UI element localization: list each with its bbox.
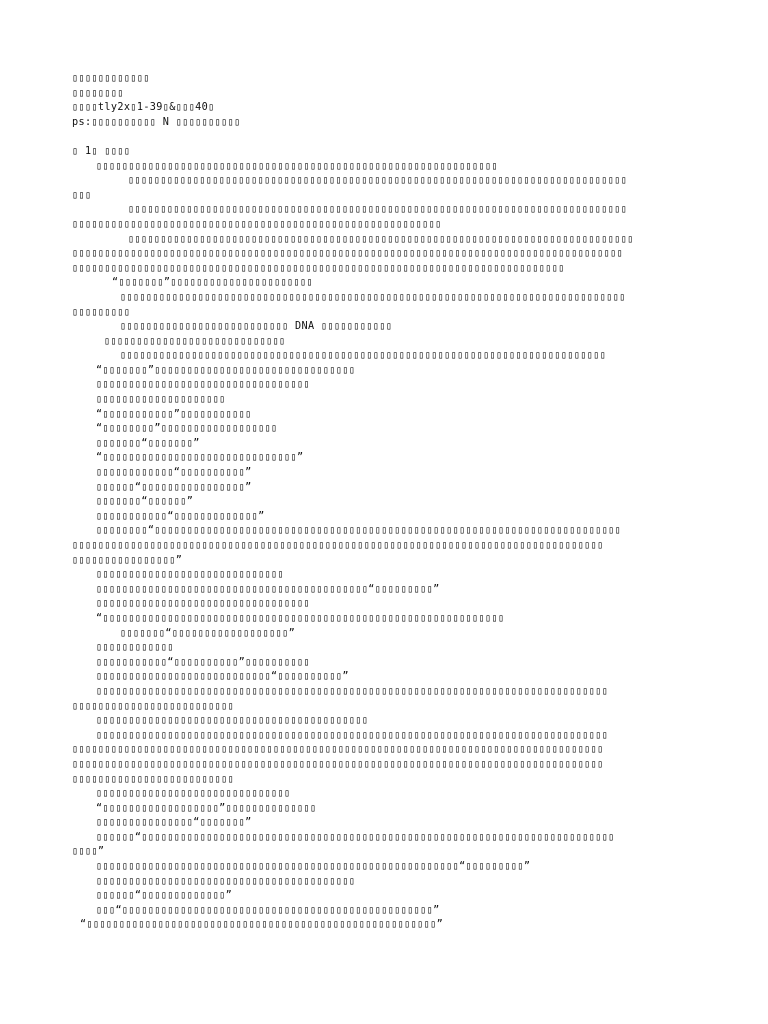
text-line: ▯▯▯▯tly2x▯1-39▯&▯▯▯40▯: [72, 102, 215, 114]
text-line: ps:▯▯▯▯▯▯▯▯▯▯ N ▯▯▯▯▯▯▯▯▯▯: [72, 116, 241, 128]
text-line: ▯▯▯▯▯▯▯▯▯▯▯▯▯▯▯▯▯▯▯▯▯▯▯▯▯▯▯▯▯▯▯▯▯▯▯▯▯▯▯▯▯▯▯▯▯▯▯▯▯▯▯▯▯▯▯▯▯: [72, 218, 442, 230]
text-line: ▯▯▯▯▯▯▯▯▯▯▯▯▯▯▯▯▯▯▯▯▯▯▯▯▯▯▯▯▯▯▯▯▯▯▯▯▯▯▯▯▯▯▯▯▯▯▯▯▯▯▯▯▯▯▯▯▯▯▯▯▯▯▯▯▯▯▯▯▯▯▯▯▯▯▯: [120, 350, 607, 362]
text-line: ▯▯▯▯▯▯▯▯▯▯▯▯▯▯▯▯▯▯▯▯▯▯▯▯▯▯▯▯▯▯▯▯▯▯▯▯▯▯▯▯▯▯“▯▯▯▯▯▯▯▯▯”: [96, 583, 440, 595]
text-line: ▯▯▯▯▯▯▯▯▯▯▯▯▯▯▯▯▯▯▯▯▯▯▯▯▯▯▯▯▯▯▯▯▯: [96, 598, 310, 610]
text-line: ▯▯▯▯▯▯▯▯▯▯▯▯▯▯▯▯”: [72, 554, 183, 566]
text-line: ▯▯▯▯▯▯▯▯▯▯▯▯▯▯▯▯▯▯▯▯▯▯▯▯▯▯▯“▯▯▯▯▯▯▯▯▯▯”: [96, 671, 349, 683]
text-line: ▯▯▯▯▯▯▯▯▯▯▯▯▯▯▯▯▯▯▯▯▯▯▯▯▯▯▯▯▯▯▯▯▯▯▯▯▯▯▯▯▯▯▯▯▯▯▯▯▯▯▯▯▯▯▯▯▯▯▯▯▯▯▯▯▯▯▯▯▯▯▯▯▯▯▯▯▯: [128, 204, 628, 216]
text-line: ▯▯▯▯▯▯▯▯▯▯▯▯▯▯▯▯▯▯▯▯▯▯▯▯▯▯ DNA ▯▯▯▯▯▯▯▯▯▯▯: [120, 321, 393, 333]
text-line: ▯▯▯▯▯▯▯▯▯▯▯“▯▯▯▯▯▯▯▯▯▯▯▯▯”: [96, 510, 265, 522]
text-line: ▯ 1▯ ▯▯▯▯: [72, 145, 131, 157]
text-line: ▯▯▯▯▯▯▯▯▯▯▯▯▯▯▯▯▯▯▯▯▯▯▯▯▯▯▯▯▯▯▯▯▯▯▯▯▯▯▯▯▯▯▯▯▯▯▯▯▯▯▯▯▯▯▯▯▯▯▯▯▯▯▯▯▯▯▯▯▯▯▯▯▯▯▯▯▯▯▯: [96, 729, 609, 741]
text-line: ▯▯▯▯▯▯▯▯▯▯▯▯▯▯▯▯▯▯▯▯▯▯▯▯▯: [72, 773, 235, 785]
text-line: “▯▯▯▯▯▯▯”▯▯▯▯▯▯▯▯▯▯▯▯▯▯▯▯▯▯▯▯▯▯▯▯▯▯▯▯▯▯▯: [96, 364, 356, 376]
text-line: ▯▯▯▯▯▯▯▯▯▯▯▯▯▯▯▯▯▯▯▯▯▯▯▯▯▯▯▯▯▯▯▯▯▯▯▯▯▯▯▯▯▯▯▯▯▯▯▯▯▯▯▯▯▯▯▯▯▯▯▯▯▯▯▯▯▯▯▯▯▯▯▯▯▯▯▯▯▯: [120, 291, 626, 303]
text-line: ▯▯▯▯▯▯▯“▯▯▯▯▯▯”: [96, 496, 194, 508]
text-line: ▯▯▯▯▯▯▯▯▯▯▯▯▯▯▯“▯▯▯▯▯▯▯”: [96, 817, 252, 829]
text-line: ▯▯▯▯▯▯▯▯▯▯▯▯▯▯▯▯▯▯▯▯▯▯▯▯▯▯▯▯▯▯▯▯▯▯▯▯▯▯▯▯▯▯: [96, 715, 369, 727]
text-line: ▯▯▯▯▯▯“▯▯▯▯▯▯▯▯▯▯▯▯▯”: [96, 890, 233, 902]
document-page: [72, 72, 712, 933]
text-line: ▯▯▯▯▯▯“▯▯▯▯▯▯▯▯▯▯▯▯▯▯▯▯”: [96, 481, 252, 493]
text-line: ▯▯▯▯▯▯▯▯▯▯▯▯▯▯▯▯▯▯▯▯▯▯▯▯▯▯▯▯▯▯▯▯▯▯▯▯▯▯▯▯▯▯▯▯▯▯▯▯▯▯▯▯▯▯▯▯▯▯▯▯▯▯▯▯▯▯▯▯▯▯▯▯▯▯▯▯▯▯▯▯▯▯: [72, 540, 604, 551]
text-line: ▯▯▯▯▯▯▯▯▯▯▯▯▯▯▯▯▯▯▯▯▯▯▯▯▯▯▯▯▯▯▯▯▯▯▯▯▯▯▯▯▯▯▯▯▯▯▯▯▯▯▯▯▯▯▯▯▯▯▯▯▯▯▯▯▯▯▯▯▯▯▯▯▯▯▯▯▯: [128, 175, 628, 187]
text-line: ▯▯▯▯▯▯▯▯“▯▯▯▯▯▯▯▯▯▯▯▯▯▯▯▯▯▯▯▯▯▯▯▯▯▯▯▯▯▯▯▯▯▯▯▯▯▯▯▯▯▯▯▯▯▯▯▯▯▯▯▯▯▯▯▯▯▯▯▯▯▯▯▯▯▯▯▯▯▯▯▯: [96, 525, 622, 537]
text-line: ▯▯▯▯▯▯▯“▯▯▯▯▯▯▯▯▯▯▯▯▯▯▯▯▯▯”: [120, 627, 296, 639]
text-line: ▯▯▯▯▯▯▯▯▯▯▯▯▯▯▯▯▯▯▯▯▯▯▯▯▯▯▯▯▯▯▯▯▯▯▯▯▯▯▯▯▯▯▯▯▯▯▯▯▯▯▯▯▯▯▯▯▯▯▯▯▯▯▯▯▯▯▯▯▯▯▯▯▯▯▯▯▯▯▯: [96, 685, 609, 697]
text-line: ▯▯▯: [72, 189, 92, 201]
text-line: ▯▯▯▯▯▯▯▯▯▯▯▯▯▯▯▯▯▯▯▯▯▯▯▯▯: [72, 700, 235, 712]
text-line: “▯▯▯▯▯▯▯”▯▯▯▯▯▯▯▯▯▯▯▯▯▯▯▯▯▯▯▯▯▯: [112, 277, 313, 289]
text-line: “▯▯▯▯▯▯▯▯”▯▯▯▯▯▯▯▯▯▯▯▯▯▯▯▯▯▯: [96, 423, 278, 435]
text-line: ▯▯▯▯▯▯▯“▯▯▯▯▯▯▯”: [96, 437, 200, 449]
text-line: ▯▯▯▯▯▯▯▯▯: [72, 306, 131, 318]
text-line: “▯▯▯▯▯▯▯▯▯▯▯▯▯▯▯▯▯▯”▯▯▯▯▯▯▯▯▯▯▯▯▯▯: [96, 802, 317, 814]
text-line: ▯▯▯▯▯▯▯▯▯▯▯▯▯▯▯▯▯▯▯▯▯▯▯▯▯▯▯▯: [104, 335, 286, 347]
text-line: ▯▯▯▯▯▯▯▯▯▯▯▯: [96, 642, 174, 654]
text-line: ▯▯▯▯▯▯“▯▯▯▯▯▯▯▯▯▯▯▯▯▯▯▯▯▯▯▯▯▯▯▯▯▯▯▯▯▯▯▯▯▯▯▯▯▯▯▯▯▯▯▯▯▯▯▯▯▯▯▯▯▯▯▯▯▯▯▯▯▯▯▯▯▯▯▯▯▯▯▯▯: [96, 831, 615, 843]
text-line: ▯▯▯▯▯▯▯▯▯▯▯▯▯▯▯▯▯▯▯▯▯▯▯▯▯▯▯▯▯▯▯▯▯▯▯▯▯▯▯▯▯▯▯▯▯▯▯▯▯▯▯▯▯▯▯▯▯▯▯▯▯▯▯▯▯▯▯▯▯▯▯▯▯▯▯▯▯▯▯▯▯▯▯▯▯: [72, 248, 624, 260]
text-line: “▯▯▯▯▯▯▯▯▯▯▯▯▯▯▯▯▯▯▯▯▯▯▯▯▯▯▯▯▯▯▯▯▯▯▯▯▯▯▯▯▯▯▯▯▯▯▯▯▯▯▯▯▯▯▯▯▯▯▯▯▯▯: [96, 612, 505, 624]
text-line: ▯▯▯▯▯▯▯▯: [72, 87, 124, 99]
text-line: ▯▯▯“▯▯▯▯▯▯▯▯▯▯▯▯▯▯▯▯▯▯▯▯▯▯▯▯▯▯▯▯▯▯▯▯▯▯▯▯▯▯▯▯▯▯▯▯▯▯▯▯”: [96, 904, 440, 916]
text-line: ▯▯▯▯▯▯▯▯▯▯▯▯▯▯▯▯▯▯▯▯▯▯▯▯▯▯▯▯▯▯▯▯▯: [96, 379, 310, 391]
text-line: “▯▯▯▯▯▯▯▯▯▯▯▯▯▯▯▯▯▯▯▯▯▯▯▯▯▯▯▯▯▯▯▯▯▯▯▯▯▯▯▯▯▯▯▯▯▯▯▯▯▯▯▯▯▯”: [80, 919, 444, 931]
text-line: ▯▯▯▯▯▯▯▯▯▯▯▯▯▯▯▯▯▯▯▯▯▯▯▯▯▯▯▯▯▯▯▯▯▯▯▯▯▯▯▯▯▯▯▯▯▯▯▯▯▯▯▯▯▯▯▯▯▯▯▯▯▯▯▯▯▯▯▯▯▯▯▯▯▯▯▯▯▯▯▯▯▯: [72, 744, 604, 756]
text-line: ▯▯▯▯▯▯▯▯▯▯▯▯▯▯▯▯▯▯▯▯▯▯▯▯▯▯▯▯▯▯: [96, 788, 291, 800]
text-line: ▯▯▯▯▯▯▯▯▯▯▯▯▯▯▯▯▯▯▯▯▯▯▯▯▯▯▯▯▯: [96, 569, 285, 581]
text-line: “▯▯▯▯▯▯▯▯▯▯▯▯▯▯▯▯▯▯▯▯▯▯▯▯▯▯▯▯▯▯”: [96, 452, 304, 464]
text-line: ▯▯▯▯”: [72, 846, 105, 858]
text-line: [72, 130, 712, 145]
text-line: ▯▯▯▯▯▯▯▯▯▯▯▯▯▯▯▯▯▯▯▯▯▯▯▯▯▯▯▯▯▯▯▯▯▯▯▯▯▯▯▯▯▯▯▯▯▯▯▯▯▯▯▯▯▯▯▯“▯▯▯▯▯▯▯▯▯”: [96, 861, 531, 873]
text-line: ▯▯▯▯▯▯▯▯▯▯▯▯▯▯▯▯▯▯▯▯▯▯▯▯▯▯▯▯▯▯▯▯▯▯▯▯▯▯▯▯: [96, 875, 356, 887]
text-line: ▯▯▯▯▯▯▯▯▯▯▯▯▯▯▯▯▯▯▯▯▯▯▯▯▯▯▯▯▯▯▯▯▯▯▯▯▯▯▯▯▯▯▯▯▯▯▯▯▯▯▯▯▯▯▯▯▯▯▯▯▯▯▯▯▯▯▯▯▯▯▯▯▯▯▯▯▯▯: [128, 233, 634, 245]
text-line: “▯▯▯▯▯▯▯▯▯▯▯”▯▯▯▯▯▯▯▯▯▯▯: [96, 408, 252, 420]
text-line: ▯▯▯▯▯▯▯▯▯▯▯“▯▯▯▯▯▯▯▯▯▯”▯▯▯▯▯▯▯▯▯▯: [96, 656, 310, 668]
text-line: ▯▯▯▯▯▯▯▯▯▯▯▯▯▯▯▯▯▯▯▯▯▯▯▯▯▯▯▯▯▯▯▯▯▯▯▯▯▯▯▯▯▯▯▯▯▯▯▯▯▯▯▯▯▯▯▯▯▯▯▯▯▯: [96, 160, 498, 172]
text-line: ▯▯▯▯▯▯▯▯▯▯▯▯“▯▯▯▯▯▯▯▯▯▯”: [96, 467, 252, 479]
text-line: ▯▯▯▯▯▯▯▯▯▯▯▯▯▯▯▯▯▯▯▯▯▯▯▯▯▯▯▯▯▯▯▯▯▯▯▯▯▯▯▯▯▯▯▯▯▯▯▯▯▯▯▯▯▯▯▯▯▯▯▯▯▯▯▯▯▯▯▯▯▯▯▯▯▯▯▯▯▯▯▯▯▯: [72, 758, 604, 770]
text-line: ▯▯▯▯▯▯▯▯▯▯▯▯: [72, 73, 150, 84]
text-line: ▯▯▯▯▯▯▯▯▯▯▯▯▯▯▯▯▯▯▯▯▯▯▯▯▯▯▯▯▯▯▯▯▯▯▯▯▯▯▯▯▯▯▯▯▯▯▯▯▯▯▯▯▯▯▯▯▯▯▯▯▯▯▯▯▯▯▯▯▯▯▯▯▯▯▯▯: [72, 262, 565, 274]
text-line: ▯▯▯▯▯▯▯▯▯▯▯▯▯▯▯▯▯▯▯▯: [96, 394, 226, 406]
